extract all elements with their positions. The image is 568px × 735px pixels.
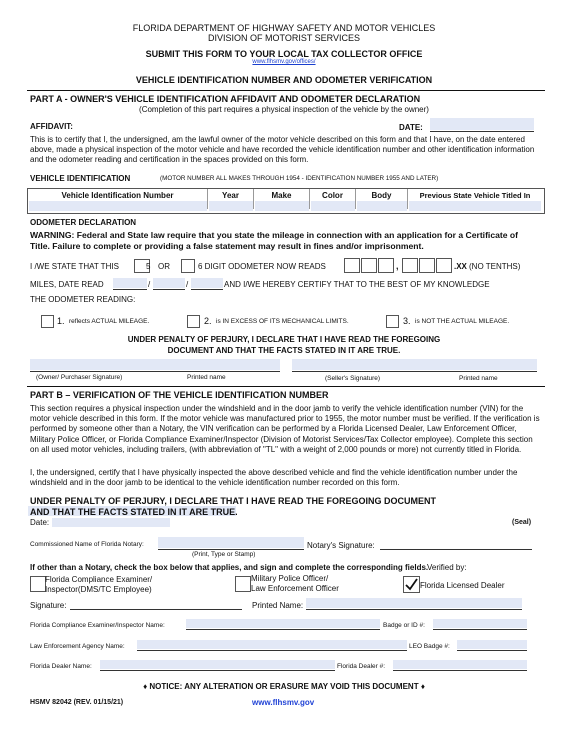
agency-name: FLORIDA DEPARTMENT OF HIGHWAY SAFETY AND MOTOR VEHICLES xyxy=(132,23,436,33)
date-read-month[interactable] xyxy=(113,278,147,288)
verifier-2-line-2: Law Enforcement Officer xyxy=(251,584,339,593)
five-digit-label: 5 xyxy=(146,262,151,271)
perjury-a-line-2: DOCUMENT AND THAT THE FACTS STATED IN IT ARE TRUE. xyxy=(167,346,401,355)
seller-signature-line xyxy=(292,371,537,372)
part-b-rule xyxy=(27,386,545,387)
year-input[interactable] xyxy=(209,201,253,211)
examiner-name-label: Florida Compliance Examiner/Inspector Name: xyxy=(30,622,165,629)
badge-id-field[interactable] xyxy=(433,619,527,628)
print-type-stamp-label: (Print, Type or Stamp) xyxy=(192,551,256,558)
dealer-name-label: Florida Dealer Name: xyxy=(30,663,92,670)
verifier-1-line-1: Florida Compliance Examiner/ xyxy=(45,575,153,584)
part-b-certify: I, the undersigned, certify that I have physically inspected the above described vehicle and find the vehicle identification number under the windshield and in the door jamb to be identical to the vehicle identification number recorded on this form. xyxy=(30,468,518,488)
verifier-3-line-1: Florida Licensed Dealer xyxy=(420,581,505,590)
seller-printed-name-label: Printed name xyxy=(459,375,498,382)
part-b-intro: This section requires a physical inspection under the windshield and in the door jamb to verify the vehicle identification number (VIN) for the motor vehicle described in this form. If the motor vehicle was manufactured prior to 1955, the motor number must be verified. If the verification is performed by someone other than a Notary, the VIN verification can be performed by a Florida Licensed Dealer, Law Enforcement Officer, Military Police Officer, or Florida Compliance Examiner/Inspector (Division of Motorist Services/Tax Collector employee). Complete this section on all used motor vehicles, including trailers, (with abbreviation of "TL" with a weight of 2,000 pounds or more) not currently titled in Florida. xyxy=(30,404,540,454)
part-b-heading: PART B – VERIFICATION OF THE VEHICLE IDENTIFICATION NUMBER xyxy=(30,390,329,400)
previous-state-column-header: Previous State Vehicle Titled In xyxy=(419,191,531,200)
miles-date-label: MILES, DATE READ xyxy=(30,280,104,289)
or-label: OR xyxy=(158,262,170,271)
notary-name-label: Commissioned Name of Florida Notary: xyxy=(30,541,144,548)
division-name: DIVISION OF MOTORIST SERVICES xyxy=(207,33,361,43)
state-prefix: I /WE STATE THAT THIS xyxy=(30,262,119,271)
perjury-a-line-1: UNDER PENALTY OF PERJURY, I DECLARE THAT I HAVE READ THE FOREGOING xyxy=(127,335,441,344)
title-rule xyxy=(27,90,545,91)
printed-name-label: Printed Name: xyxy=(252,601,304,610)
notary-name-line xyxy=(158,549,304,550)
other-instructions: If other than a Notary, check the box below that applies, and sign and complete the corresponding fields. xyxy=(30,563,429,572)
option-3-text: is NOT THE ACTUAL MILEAGE. xyxy=(415,318,510,325)
vehicle-identification-note: (MOTOR NUMBER ALL MAKES THROUGH 1954 - IDENTIFICATION NUMBER 1955 AND LATER) xyxy=(160,175,439,182)
date-label: DATE: xyxy=(399,123,423,132)
seal-label: (Seal) xyxy=(512,519,532,526)
date-slash-2: / xyxy=(186,280,189,289)
signature-label: Signature: xyxy=(30,601,67,610)
body-column-header: Body xyxy=(356,189,408,209)
alteration-notice: ♦ NOTICE: ANY ALTERATION OR ERASURE MAY VOID THIS DOCUMENT ♦ xyxy=(143,682,425,691)
seller-signature-field[interactable] xyxy=(292,359,537,370)
body-input[interactable] xyxy=(357,201,407,211)
date-read-day-line xyxy=(153,289,185,290)
part-a-note: (Completion of this part requires a physical inspection of the vehicle by the owner) xyxy=(139,105,429,114)
notary-signature-label: Notary's Signature: xyxy=(307,541,375,550)
year-column-header: Year xyxy=(208,189,254,209)
agency-name-line xyxy=(137,650,407,651)
offices-link[interactable]: www.flhsmv.gov/offices/ xyxy=(252,59,316,65)
perjury-b-line-1: UNDER PENALTY OF PERJURY, I DECLARE THAT I HAVE READ THE FOREGOING DOCUMENT xyxy=(30,496,437,506)
odometer-warning: WARNING: Federal and State law require that you state the mileage in connection with an application for a Certificate of Title. Failure to complete or providing a false statement may result in fines and/or imprisonment. xyxy=(30,230,519,251)
examiner-name-field[interactable] xyxy=(186,619,380,628)
make-column-header: Make xyxy=(254,189,310,209)
six-digit-box[interactable] xyxy=(181,259,195,273)
dealer-number-line xyxy=(393,670,527,671)
affidavit-label: AFFIDAVIT: xyxy=(30,122,73,131)
vin-input[interactable] xyxy=(29,201,207,211)
thousands-comma: , xyxy=(396,261,399,271)
agency-name-field[interactable] xyxy=(137,640,407,649)
owner-signature-line xyxy=(30,371,280,372)
make-input[interactable] xyxy=(255,201,309,211)
form-title: VEHICLE IDENTIFICATION NUMBER AND ODOMETER VERIFICATION xyxy=(135,75,433,85)
checkmark-icon xyxy=(404,577,419,592)
color-column-header: Color xyxy=(310,189,356,209)
seller-signature-label: (Seller's Signature) xyxy=(325,375,381,382)
no-tenths-label: (NO TENTHS) xyxy=(469,262,521,271)
owner-signature-field[interactable] xyxy=(30,359,280,370)
notary-name-field[interactable] xyxy=(158,537,304,548)
website-link[interactable]: www.flhsmv.gov xyxy=(252,698,315,707)
part-b-date-field[interactable] xyxy=(52,518,170,527)
date-read-year[interactable] xyxy=(191,278,223,288)
excess-mileage-checkbox[interactable] xyxy=(187,315,200,328)
badge-id-line xyxy=(433,629,527,630)
option-1-text: reflects ACTUAL MILEAGE. xyxy=(69,318,150,325)
actual-mileage-checkbox[interactable] xyxy=(41,315,54,328)
verifier-2-line-1: Military Police Officer/ xyxy=(251,574,329,583)
odometer-digit-2[interactable] xyxy=(361,258,377,273)
color-input[interactable] xyxy=(311,201,355,211)
vin-column-header: Vehicle Identification Number xyxy=(28,189,208,209)
option-3-num: 3. xyxy=(403,316,411,326)
part-b-date-label: Date: xyxy=(30,518,50,527)
printed-name-field[interactable] xyxy=(306,598,522,608)
examiner-name-line xyxy=(186,629,380,630)
police-officer-checkbox[interactable] xyxy=(235,576,251,592)
compliance-examiner-checkbox[interactable] xyxy=(30,576,46,592)
notary-signature-line[interactable] xyxy=(380,549,532,550)
odometer-digit-1[interactable] xyxy=(344,258,360,273)
odometer-heading: ODOMETER DECLARATION xyxy=(30,218,137,227)
perjury-b-line-2: AND THAT THE FACTS STATED IN IT ARE TRUE. xyxy=(30,507,238,517)
affidavit-text: This is to certify that I, the undersigned, am the lawful owner of the motor vehicle described on this form and that I have, on the date entered above, made a physical inspection of the motor vehicle and have recorded the vehicle identification number and other identification information and the odometer reading and certification in the spaces provided on this form. xyxy=(30,135,535,165)
reading-label: THE ODOMETER READING: xyxy=(30,295,136,304)
leo-badge-line xyxy=(457,650,527,651)
affidavit-date-field[interactable] xyxy=(430,118,534,130)
decimal-xx: .XX xyxy=(454,262,467,271)
odometer-digit-4[interactable] xyxy=(402,258,418,273)
verified-by-label: Verified by: xyxy=(427,563,467,572)
dealer-name-line xyxy=(100,670,335,671)
form-id: HSMV 82042 (REV. 01/15/21) xyxy=(30,699,124,706)
verifier-1-line-2: Inspector(DMS/TC Employee) xyxy=(45,585,152,594)
owner-printed-name-label: Printed name xyxy=(187,374,226,381)
owner-signature-label: (Owner/ Purchaser Signature) xyxy=(36,374,123,381)
option-1-num: 1. xyxy=(57,316,65,326)
dealer-number-field[interactable] xyxy=(393,660,527,669)
odometer-digit-3[interactable] xyxy=(378,258,394,273)
date-slash-1: / xyxy=(148,280,151,289)
date-read-day[interactable] xyxy=(153,278,185,288)
part-a-heading: PART A - OWNER'S VEHICLE IDENTIFICATION AFFIDAVIT AND ODOMETER DECLARATION xyxy=(30,94,421,104)
odometer-digit-6[interactable] xyxy=(436,258,452,273)
option-2-text: is IN EXCESS OF ITS MECHANICAL LIMITS. xyxy=(216,318,349,325)
dealer-number-label: Florida Dealer #: xyxy=(337,663,386,670)
submit-instruction: SUBMIT THIS FORM TO YOUR LOCAL TAX COLLECTOR OFFICE xyxy=(145,49,423,59)
leo-badge-field[interactable] xyxy=(457,640,527,649)
leo-badge-label: LEO Badge #: xyxy=(409,643,450,650)
option-2-num: 2. xyxy=(204,316,212,326)
affidavit-date-line xyxy=(430,131,534,132)
signature-line[interactable] xyxy=(70,609,242,610)
six-digit-label: 6 DIGIT ODOMETER NOW READS xyxy=(198,262,326,271)
certify-text: AND I/WE HEREBY CERTIFY THAT TO THE BEST OF MY KNOWLEDGE xyxy=(224,280,490,289)
dealer-name-field[interactable] xyxy=(100,660,335,669)
printed-name-line xyxy=(306,609,522,610)
badge-id-label: Badge or ID #: xyxy=(383,622,425,629)
previous-state-input[interactable] xyxy=(409,201,541,211)
date-read-year-line xyxy=(191,289,223,290)
odometer-digit-5[interactable] xyxy=(419,258,435,273)
licensed-dealer-checkbox[interactable] xyxy=(403,576,420,593)
agency-name-label: Law Enforcement Agency Name: xyxy=(30,643,125,650)
date-read-month-line xyxy=(113,289,147,290)
vehicle-identification-label: VEHICLE IDENTIFICATION xyxy=(30,174,131,183)
not-actual-mileage-checkbox[interactable] xyxy=(386,315,399,328)
